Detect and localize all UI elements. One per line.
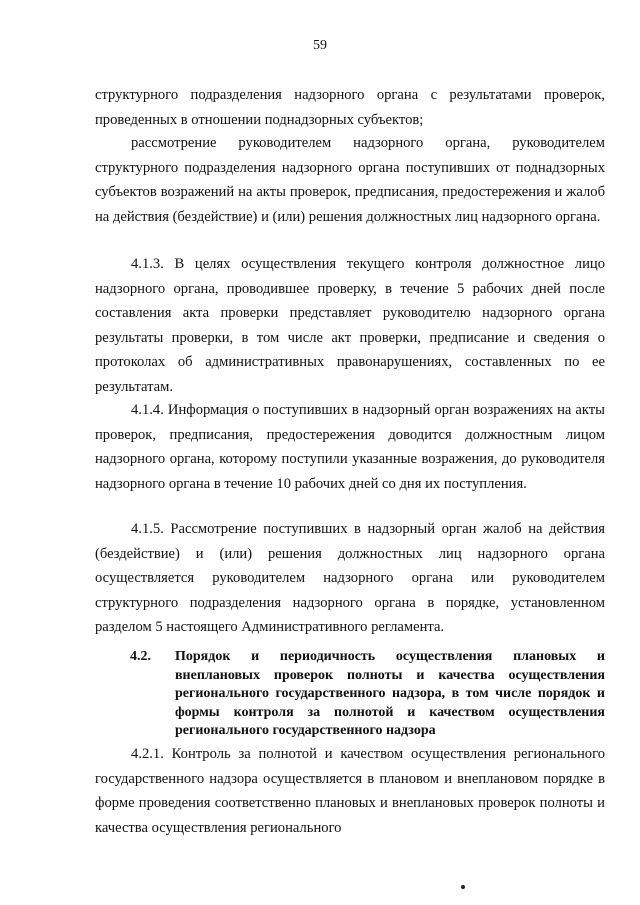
paragraph-4-1-3 — [95, 252, 605, 400]
section-number: 4.2. — [130, 649, 151, 664]
paragraph-review-objections — [95, 131, 605, 229]
paragraph-text: 4.2.1. Контроль за полнотой и качеством осуществления регионального государственного надзора осуществляется в плановом и внеплановом порядке в форме проведения соответственно плановых и внеплановых проверок полноты и качества осуществления регионального — [95, 746, 605, 836]
page-number: 59 — [313, 38, 327, 53]
paragraph-4-2-1 — [95, 742, 605, 840]
paragraph-text: 4.1.5. Рассмотрение поступивших в надзорный орган жалоб на действия (бездействие) и (или) решения должностных лиц надзорного органа осуществляется руководителем надзорного органа или руководителем структурного подразделения надзорного органа в порядке, установленном разделом 5 настоящего Административного регламента. — [95, 521, 605, 636]
paragraph-4-1-4 — [95, 398, 605, 496]
paragraph-continuation — [95, 83, 605, 132]
paragraph-text: рассмотрение руководителем надзорного органа, руководителем структурного подразделения надзорного органа поступивших от поднадзорных субъектов возражений на акты проверок, предписания, предостережения и жалоб на действия (бездействие) и (или) решения должностных лиц надзорного органа. — [95, 135, 605, 225]
paragraph-4-1-5 — [95, 517, 605, 640]
paragraph-text: 4.1.3. В целях осуществления текущего контроля должностное лицо надзорного органа, проводившее проверку, в течение 5 рабочих дней после составления акта проверки представляет руководителю надзорного органа результаты проверки, в том числе акт проверки, предписание и сведения о протоколах об административных правонарушениях, составленных по ее результатам. — [95, 256, 605, 395]
paragraph-text: структурного подразделения надзорного органа с результатами проверок, проведенных в отношении поднадзорных субъектов; — [95, 87, 605, 128]
section-heading-4-2 — [130, 648, 605, 741]
section-title: Порядок и периодичность осуществления плановых и внеплановых проверок полноты и качества осуществления регионального государственного надзора, в том числе порядок и формы контроля за полнотой и качеством осуществления регионального государственного надзора — [175, 649, 605, 738]
paragraph-text: 4.1.4. Информация о поступивших в надзорный орган возражениях на акты проверок, предписания, предостережения доводится должностным лицом надзорного органа, которому поступили указанные возражения, до руководителя надзорного органа в течение 10 рабочих дней со дня их поступления. — [95, 402, 605, 492]
scan-speck — [461, 885, 465, 889]
